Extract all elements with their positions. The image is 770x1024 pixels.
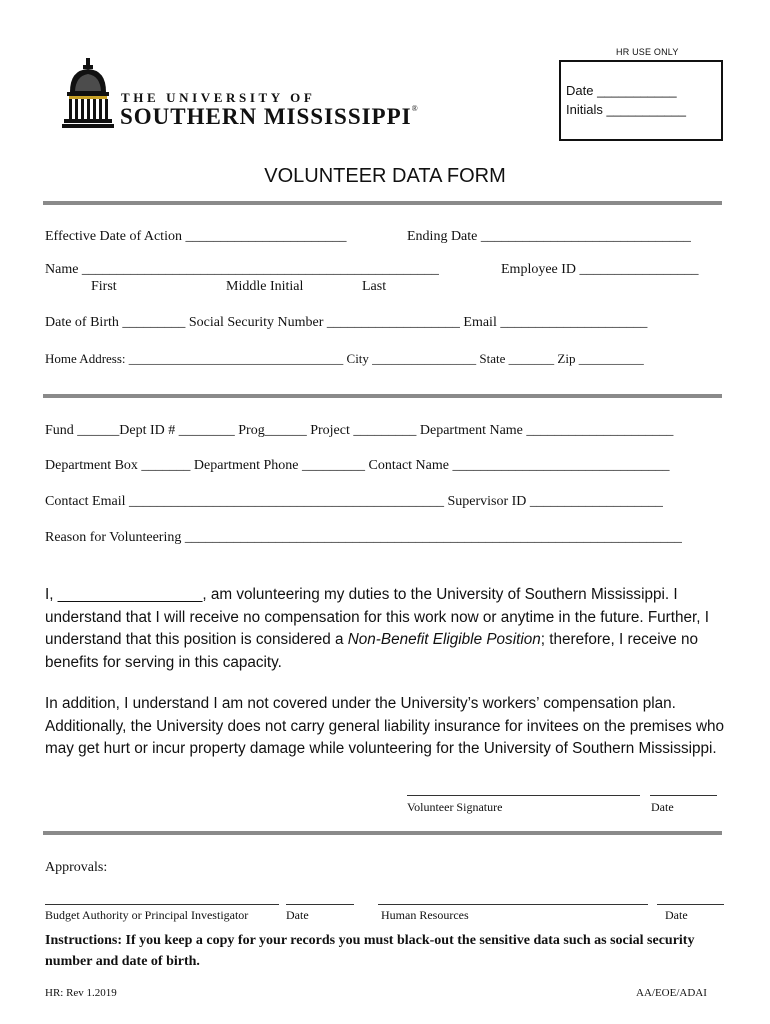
volunteer-signature-line[interactable] — [407, 795, 640, 796]
human-resources-label: Human Resources — [381, 908, 469, 922]
name-field[interactable]: Name ___________________________________________________ — [45, 262, 439, 277]
section-divider-bottom — [43, 831, 722, 835]
hr-date-line[interactable] — [657, 904, 724, 905]
hr-use-only-box — [559, 60, 723, 141]
registered-mark: ® — [411, 104, 419, 113]
instructions-note: Instructions: If you keep a copy for your records you must black-out the sensitive data such as social security number and date of birth. — [45, 933, 695, 969]
logo-wordmark-name: SOUTHERN MISSISSIPPI — [120, 104, 412, 129]
budget-date-label: Date — [286, 908, 309, 922]
logo-wordmark-line1: THE UNIVERSITY OF — [121, 90, 316, 105]
approvals-heading: Approvals: — [45, 860, 108, 875]
hr-date-label: Date — [665, 908, 688, 922]
hr-date-field[interactable]: Date ___________ — [566, 83, 677, 98]
dob-ssn-email-row[interactable]: Date of Birth _________ Social Security Number ___________________ Email _____________________ — [45, 315, 648, 330]
form-title: VOLUNTEER DATA FORM — [264, 165, 506, 187]
logo-wordmark-line2 — [120, 104, 419, 130]
volunteer-date-label: Date — [651, 800, 674, 814]
revision-footer: HR: Rev 1.2019 — [45, 987, 117, 999]
eoe-footer-code: AA/EOE/ADAI — [636, 987, 707, 999]
volunteer-date-line[interactable] — [650, 795, 717, 796]
hr-use-only-label: HR USE ONLY — [616, 47, 679, 57]
section-divider-middle — [43, 394, 722, 398]
contact-email-row[interactable]: Contact Email _____________________________________________ Supervisor ID ___________________ — [45, 494, 663, 509]
department-box-row[interactable]: Department Box _______ Department Phone _________ Contact Name _______________________________ — [45, 458, 670, 473]
statement-text-a: I, _________________, am volunteering my duties to the University of Southern Mississippi. I understand that I will receive no compensation for this work now or anytime in the future. Further, I understand that this position is considered a — [45, 586, 710, 648]
statement-emphasis: Non-Benefit Eligible Position — [347, 631, 541, 648]
university-dome-logo-icon — [62, 58, 114, 130]
middle-initial-sublabel: Middle Initial — [226, 279, 304, 294]
home-address-row[interactable]: Home Address: _________________________________ City ________________ State _______ Zip __________ — [45, 351, 644, 366]
budget-date-line[interactable] — [286, 904, 354, 905]
statement-text-b: ; therefore, I receive no benefits for serving in this capacity. — [45, 631, 699, 671]
hr-initials-field[interactable]: Initials ___________ — [566, 102, 686, 117]
fund-dept-row[interactable]: Fund ______Dept ID # ________ Prog______ Project _________ Department Name _____________________ — [45, 423, 674, 438]
ending-date-field[interactable]: Ending Date ______________________________ — [407, 229, 691, 244]
volunteer-signature-label: Volunteer Signature — [407, 800, 503, 814]
budget-authority-signature-line[interactable] — [45, 904, 279, 905]
budget-authority-label: Budget Authority or Principal Investigator — [45, 908, 249, 922]
last-name-sublabel: Last — [362, 279, 387, 294]
employee-id-field[interactable]: Employee ID _________________ — [501, 262, 699, 277]
human-resources-signature-line[interactable] — [378, 904, 648, 905]
reason-for-volunteering-field[interactable]: Reason for Volunteering _______________________________________________________________________ — [45, 530, 682, 545]
volunteer-statement-paragraph-2: In addition, I understand I am not covered under the University’s workers’ compensation plan. Additionally, the University does not carry general liability insurance for invitees on the premises who may get hurt or incur property damage while volunteering for the University of Southern Mississippi. — [45, 695, 725, 757]
effective-date-field[interactable]: Effective Date of Action _______________________ — [45, 229, 347, 244]
first-name-sublabel: First — [91, 279, 117, 294]
section-divider-top — [43, 201, 722, 205]
volunteer-statement-paragraph-1 — [45, 584, 735, 674]
